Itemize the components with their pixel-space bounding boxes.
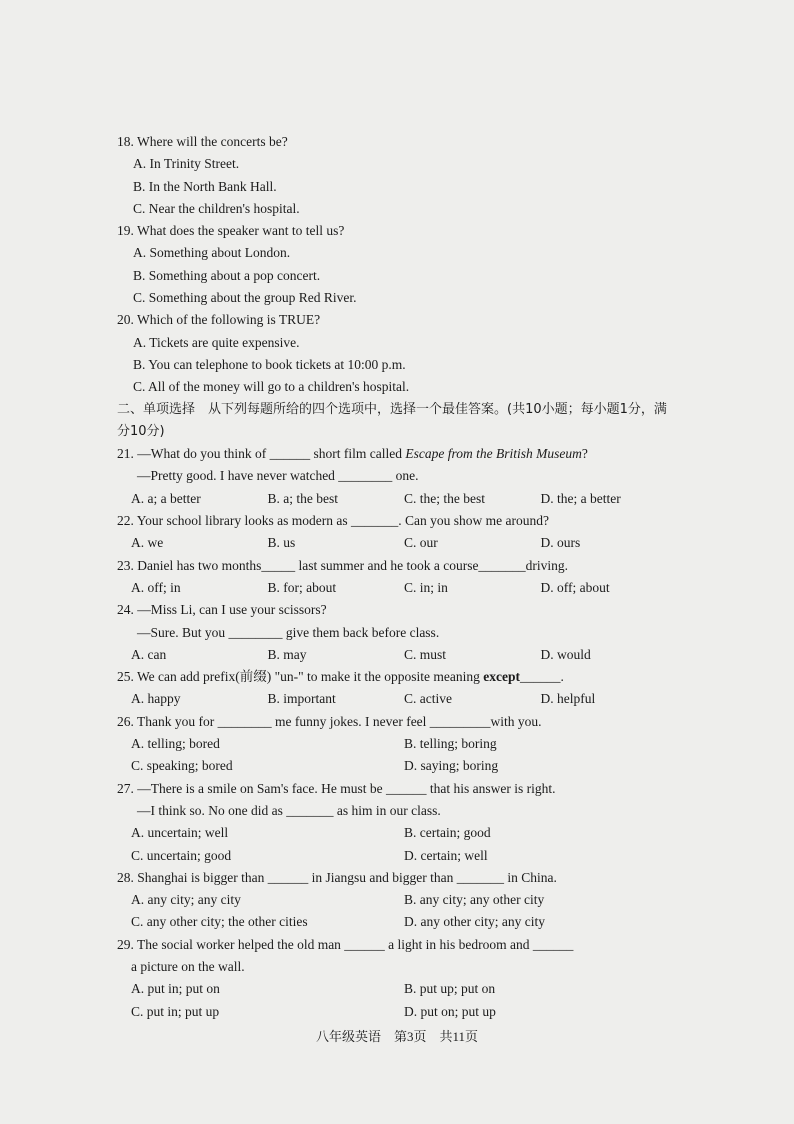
question-list — [117, 131, 677, 1023]
option-a: A. put in; put on — [131, 981, 220, 997]
option-c: C. the; the best — [404, 490, 485, 506]
option-b: B. telling; boring — [404, 736, 497, 752]
question-21-film-title: Escape from the British Museum — [405, 446, 582, 462]
option: A. In Trinity Street. — [133, 156, 240, 172]
question-25-text-a: 25. We can add prefix(前缀) "un-" to make it the opposite meaning — [117, 669, 484, 685]
option-d: D. would — [540, 646, 591, 662]
option: B. You can telephone to book tickets at 10:00 p.m. — [133, 356, 406, 372]
option-d: D. any other city; any city — [404, 914, 545, 930]
question-25-options — [117, 688, 677, 710]
question-29-line2: a picture on the wall. — [131, 958, 245, 974]
question-18: 18. Where will the concerts be? — [117, 134, 288, 149]
question-27-options-row1 — [117, 822, 677, 844]
question-22-options — [117, 532, 677, 554]
question-22: 22. Your school library looks as modern as _______. Can you show me around? — [117, 513, 549, 529]
option-b: B. any city; any other city — [404, 892, 545, 908]
option-d: D. off; about — [540, 579, 610, 595]
option-a: A. can — [131, 646, 167, 662]
question-23-options — [117, 577, 677, 599]
question-24: 24. —Miss Li, can I use your scissors? — [117, 602, 327, 618]
question-27-line2: —I think so. No one did as _______ as him in our class. — [137, 802, 441, 818]
question-29-options-row1 — [117, 978, 677, 1000]
page-footer: 八年级英语 第3页 共11页 — [315, 1029, 479, 1044]
option-a: A. a; a better — [131, 490, 201, 506]
option: C. All of the money will go to a children's hospital. — [133, 379, 410, 395]
option-a: A. uncertain; well — [131, 825, 229, 841]
option: B. Something about a pop concert. — [133, 267, 321, 283]
option-d: D. the; a better — [540, 490, 621, 506]
question-29: 29. The social worker helped the old man ______ a light in his bedroom and ______ — [117, 936, 574, 952]
question-19: 19. What does the speaker want to tell us? — [117, 223, 345, 239]
question-21-line2: —Pretty good. I have never watched ________ one. — [137, 468, 419, 484]
question-25-text-b: ______. — [519, 669, 564, 685]
option-c: C. in; in — [404, 579, 448, 595]
option-d: D. saying; boring — [404, 758, 499, 774]
option-c: C. must — [404, 646, 447, 662]
option-c: C. our — [404, 535, 438, 551]
question-24-line2: —Sure. But you ________ give them back before class. — [137, 624, 440, 640]
question-21-text-a: 21. —What do you think of ______ short film called — [117, 446, 406, 462]
question-20: 20. Which of the following is TRUE? — [117, 312, 321, 328]
option: A. Tickets are quite expensive. — [133, 334, 300, 350]
option-d: D. certain; well — [404, 847, 488, 863]
question-28-options-row1 — [117, 889, 677, 911]
option: B. In the North Bank Hall. — [133, 178, 277, 194]
question-24-options — [117, 644, 677, 666]
question-26-options-row1 — [117, 733, 677, 755]
option-b: B. put up; put on — [404, 981, 496, 997]
question-25 — [117, 666, 677, 688]
option-d: D. put on; put up — [404, 1003, 496, 1019]
option-a: A. telling; bored — [131, 736, 220, 752]
question-26-options-row2 — [117, 755, 677, 777]
option-d: D. helpful — [540, 691, 596, 707]
section-heading: 二、单项选择 从下列每题所给的四个选项中，选择一个最佳答案。(共10小题；每小题1分，满分10分) — [117, 401, 667, 439]
question-21 — [117, 443, 677, 465]
option-b: B. certain; good — [404, 825, 491, 841]
question-25-keyword: except — [483, 669, 520, 685]
option: C. Something about the group Red River. — [133, 290, 357, 306]
question-28: 28. Shanghai is bigger than ______ in Jiangsu and bigger than _______ in China. — [117, 869, 557, 885]
question-27-options-row2 — [117, 845, 677, 867]
option-d: D. ours — [540, 535, 581, 551]
option-b: B. a; the best — [267, 490, 338, 506]
option-c: C. put in; put up — [131, 1003, 220, 1019]
question-23: 23. Daniel has two months_____ last summer and he took a course_______driving. — [117, 557, 569, 573]
option-b: B. us — [267, 535, 296, 551]
question-28-options-row2 — [117, 911, 677, 933]
question-21-text-b: ? — [581, 446, 588, 462]
option-a: A. happy — [131, 691, 181, 707]
option-c: C. speaking; bored — [131, 758, 233, 774]
option: C. Near the children's hospital. — [133, 200, 300, 216]
question-21-options — [117, 488, 677, 510]
option-b: B. for; about — [267, 579, 337, 595]
option-a: A. we — [131, 535, 164, 551]
option-b: B. important — [267, 691, 336, 707]
option: A. Something about London. — [133, 245, 291, 261]
question-29-options-row2 — [117, 1001, 677, 1023]
option-a: A. off; in — [131, 579, 181, 595]
option-c: C. any other city; the other cities — [131, 914, 308, 930]
question-27: 27. —There is a smile on Sam's face. He must be ______ that his answer is right. — [117, 780, 556, 796]
question-26: 26. Thank you for ________ me funny jokes. I never feel _________with you. — [117, 713, 542, 729]
option-b: B. may — [267, 646, 307, 662]
option-a: A. any city; any city — [131, 892, 241, 908]
option-c: C. active — [404, 691, 452, 707]
option-c: C. uncertain; good — [131, 847, 232, 863]
